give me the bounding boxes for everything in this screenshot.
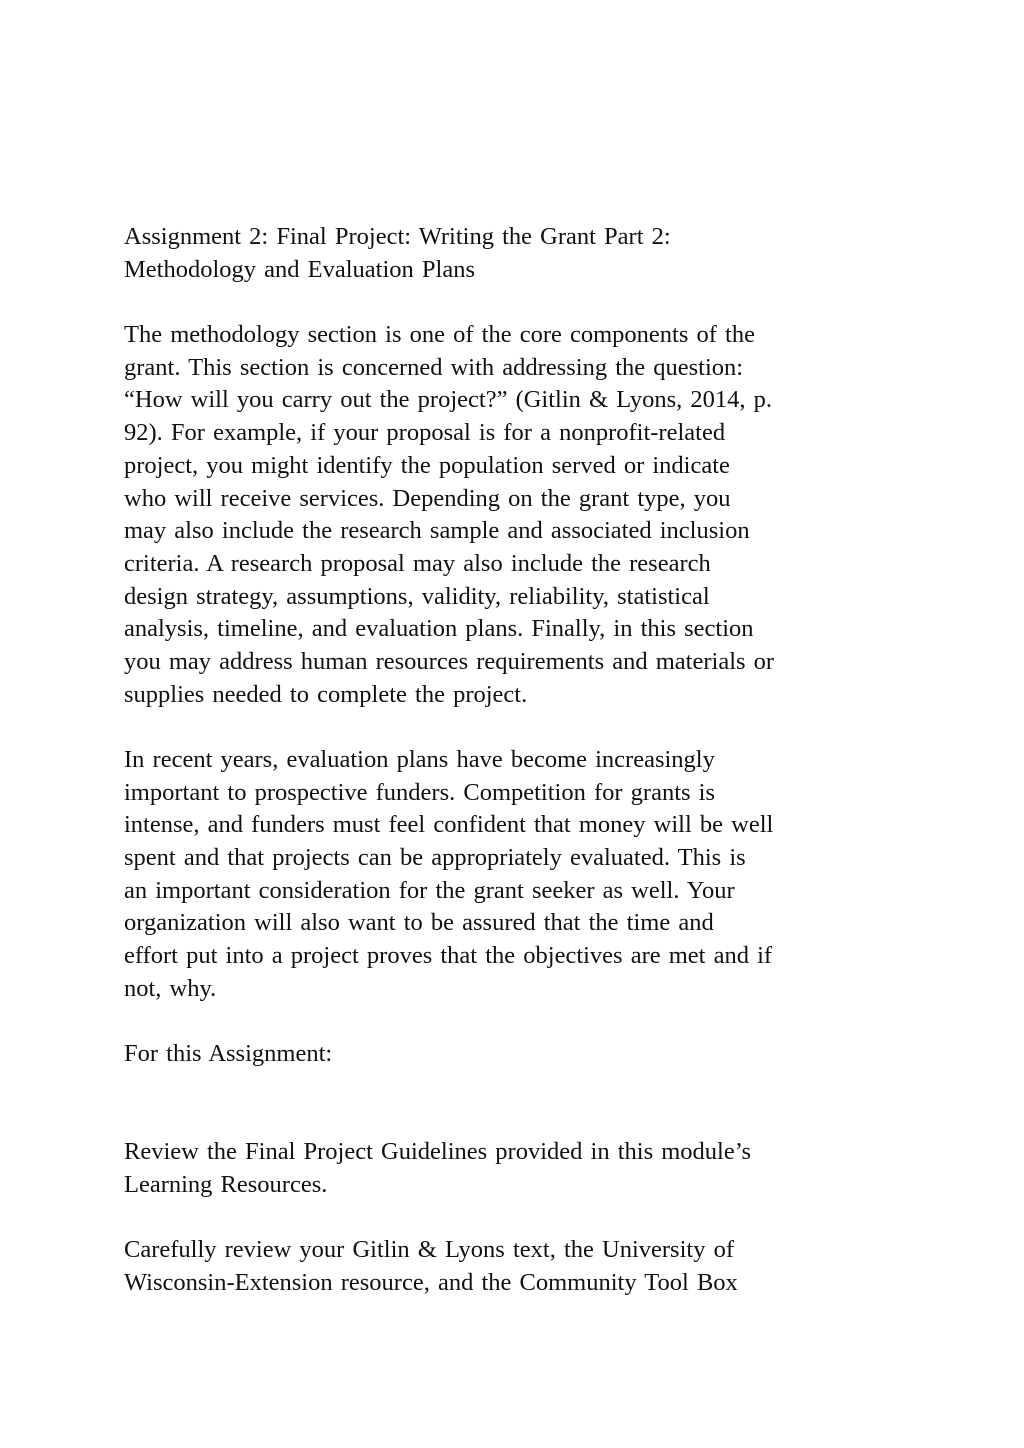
document-body xyxy=(124,221,924,1332)
text-line: Carefully review your Gitlin & Lyons text, the University of xyxy=(124,1236,734,1264)
text-line: design strategy, assumptions, validity, reliability, statistical xyxy=(124,582,710,610)
text-line: analysis, timeline, and evaluation plans. Finally, in this section xyxy=(124,615,754,643)
text-line: who will receive services. Depending on the grant type, you xyxy=(124,484,731,512)
text-line: may also include the research sample and associated inclusion xyxy=(124,517,750,545)
paragraph-methodology xyxy=(124,319,924,711)
text-line: “How will you carry out the project?” (Gitlin & Lyons, 2014, p. xyxy=(124,386,772,414)
text-line: organization will also want to be assured that the time and xyxy=(124,909,714,937)
text-line: Wisconsin-Extension resource, and the Community Tool Box xyxy=(124,1269,738,1297)
text-line: criteria. A research proposal may also include the research xyxy=(124,549,711,577)
paragraph-assignment-heading xyxy=(124,1038,924,1071)
text-line: Review the Final Project Guidelines provided in this module’s xyxy=(124,1138,752,1166)
text-line: In recent years, evaluation plans have become increasingly xyxy=(124,746,715,773)
text-line: spent and that projects can be appropriately evaluated. This is xyxy=(124,844,746,872)
paragraph-review-guidelines xyxy=(124,1136,924,1201)
text-line: supplies needed to complete the project. xyxy=(124,680,528,708)
title-line: Assignment 2: Final Project: Writing the Grant Part 2: xyxy=(124,223,671,250)
text-line: The methodology section is one of the core components of the xyxy=(124,321,755,349)
text-line: project, you might identify the population served or indicate xyxy=(124,451,730,479)
document-title xyxy=(124,221,924,286)
text-line: For this Assignment: xyxy=(124,1040,333,1068)
paragraph-review-texts xyxy=(124,1234,924,1299)
text-line: an important consideration for the grant seeker as well. Your xyxy=(124,876,735,904)
paragraph-evaluation xyxy=(124,744,924,1006)
text-line: 92). For example, if your proposal is for a nonprofit-related xyxy=(124,419,726,447)
title-line: Methodology and Evaluation Plans xyxy=(124,255,475,283)
text-line: Learning Resources. xyxy=(124,1170,328,1198)
text-line: effort put into a project proves that the objectives are met and if xyxy=(124,942,773,970)
text-line: grant. This section is concerned with addressing the question: xyxy=(124,353,744,381)
text-line: not, why. xyxy=(124,974,217,1002)
text-line: you may address human resources requirements and materials or xyxy=(124,647,775,675)
text-line: intense, and funders must feel confident that money will be well xyxy=(124,811,774,839)
text-line: important to prospective funders. Competition for grants is xyxy=(124,778,716,806)
